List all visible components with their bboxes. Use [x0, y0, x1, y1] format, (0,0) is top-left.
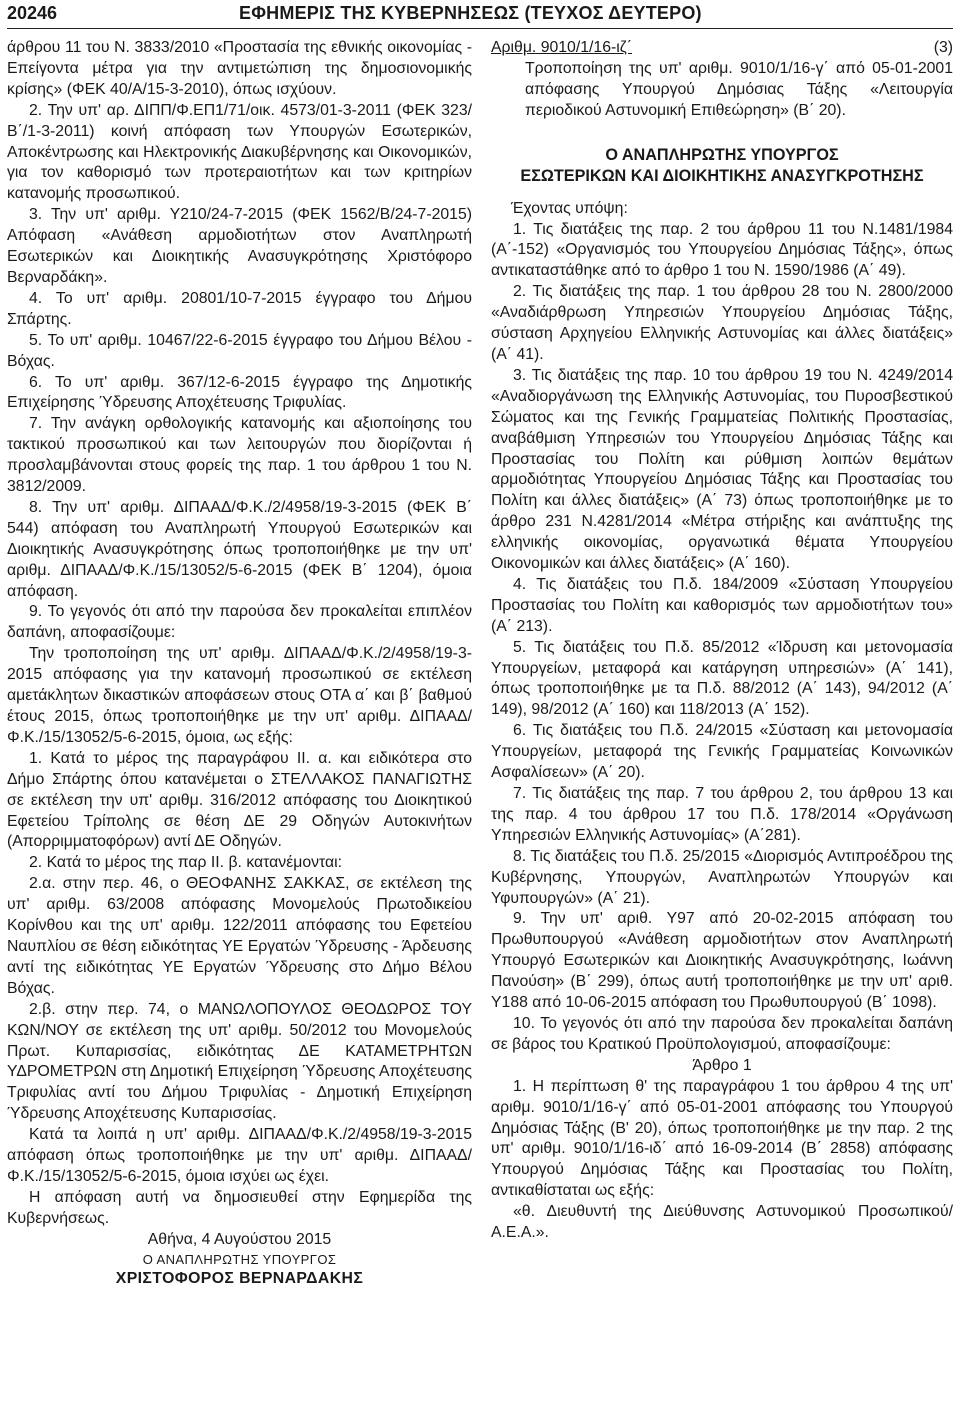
issuer-heading — [491, 145, 953, 187]
paragraph: 1. Η περίπτωση θ' της παραγράφου 1 του άρθρου 4 της υπ' αριθμ. 9010/1/16-γ΄ από 05-01-2001 απόφασης του Υπουργού Δημόσιας Τάξης (Β' 20), όπως τροποποιήθηκε με την παρ. 2 της υπ' αριθμ. 9010/1/16-ιδ΄ από 16-09-2014 (Β΄ 2858) απόφασης Υπουργού Δημόσιας Τάξης και Προστασίας του Πολίτη, αντικαθίσταται ως εξής: — [491, 1077, 953, 1200]
page-header — [7, 0, 953, 29]
paragraph: 9. Την υπ' αριθ. Υ97 από 20-02-2015 απόφαση του Πρωθυπουργού «Ανάθεση αρμοδιοτήτων στον Αναπληρωτή Υπουργό Εσωτερικών και Διοικητικής Ανασυγκρότησης, Ιωάννη Πανούση» (Β΄ 299), όπως αυτή τροποποιήθηκε με την υπ' αριθ. Υ188 από 10-06-2015 απόφαση του Πρωθυπουργού (Β΄ 1098). — [491, 910, 953, 1012]
paragraph: 6. Το υπ' αριθμ. 367/12-6-2015 έγγραφο της Δημοτικής Επιχείρησης Ύδρευσης Αποχέτευσης Τριφυλίας. — [7, 373, 472, 412]
paragraph: 4. Το υπ' αριθμ. 20801/10-7-2015 έγγραφο του Δήμου Σπάρτης. — [7, 289, 472, 328]
paragraph: 2.β. στην περ. 74, ο ΜΑΝΩΛΟΠΟΥΛΟΣ ΘΕΟΔΩΡΟΣ ΤΟΥ ΚΩΝ/ΝΟΥ σε εκτέλεση της υπ' αριθμ. 50/2012 του Μονομελούς Πρωτ. Κυπαρισσίας, ειδικότητας ΔΕ ΚΑΤΑΜΕΤΡΗΤΩΝ ΥΔΡΟΜΕΤΡΩΝ στη Δημοτική Επιχείρηση Ύδρευσης Αποχέτευσης Τριφυλίας αντί του Δήμου Τριφυλίας - Δημοτική Επιχείρηση Ύδρευσης Αποχέτευσης Κυπαρισσίας. — [7, 1000, 472, 1123]
paragraph: 4. Τις διατάξεις του Π.δ. 184/2009 «Σύσταση Υπουργείου Προστασίας του Πολίτη και καθορισμός των αρμοδιοτήτων του» (Α΄ 213). — [491, 575, 953, 635]
paragraph: Κατά τα λοιπά η υπ' αριθμ. ΔΙΠΑΑΔ/Φ.Κ./2/4958/19-3-2015 απόφαση όπως τροποποιήθηκε με την υπ' αριθμ. ΔΙΠΑΑΔ/Φ.Κ./15/13052/5-6-2015, όμοια ισχύει ως έχει. — [7, 1126, 472, 1185]
article-title: Άρθρο 1 — [692, 1056, 752, 1074]
paragraph: 1. Τις διατάξεις της παρ. 2 του άρθρου 11 του Ν.1481/1984 (Α΄-152) «Οργανισμός του Υπουργείου Δημόσιας Τάξης», όπως αντικαταστάθηκε από το άρθρο 1 του Ν. 1590/1986 (Α΄ 49). — [491, 220, 953, 280]
paragraph: 9. Το γεγονός ότι από την παρούσα δεν προκαλείται επιπλέον δαπάνη, αποφασίζουμε: — [7, 603, 472, 642]
paragraph: 2. Την υπ' αρ. ΔΙΠΠ/Φ.ΕΠ1/71/οικ. 4573/01-3-2011 (ΦΕΚ 323/Β΄/1-3-2011) κοινή απόφαση των Υπουργών Εσωτερικών, Αποκέντρωσης και Ηλεκτρονικής Διακυβέρνησης και Οικονομικών, για τον καθορισμό των προτεραιοτήτων και των κριτηρίων κατανομής προσωπικού. — [7, 101, 472, 203]
considering-label: Έχοντας υπόψη: — [511, 199, 628, 217]
paragraph: 2. Τις διατάξεις της παρ. 1 του άρθρου 28 του Ν. 2800/2000 «Αναδιάρθρωση Υπηρεσιών Υπουργείου Δημόσιας Τάξης, σύσταση Αρχηγείου Ελληνικής Αστυνομίας και άλλες διατάξεις» (Α΄ 41). — [491, 283, 953, 363]
left-column — [7, 38, 472, 1289]
reference-number: Αριθμ. 9010/1/16-ιζ΄ — [491, 39, 632, 56]
paragraph: 10. Το γεγονός ότι από την παρούσα δεν προκαλείται δαπάνη σε βάρος του Κρατικού Προϋπολογισμού, αποφασίζουμε: — [491, 1014, 953, 1053]
place-date: Αθήνα, 4 Αυγούστου 2015 — [147, 1230, 332, 1248]
paragraph: 8. Την υπ' αριθμ. ΔΙΠΑΑΔ/Φ.Κ./2/4958/19-3-2015 (ΦΕΚ Β΄ 544) απόφαση του Αναπληρωτή Υπουργού Εσωτερικών και Διοικητικής Ανασυγκρότησης όπως τροποποιήθηκε με την υπ' αριθμ. ΔΙΠΑΑΔ/Φ.Κ./15/13052/5-6-2015 (ΦΕΚ Β΄ 1204), όμοια απόφαση. — [7, 498, 472, 600]
paragraph: Την τροποποίηση της υπ' αριθμ. ΔΙΠΑΑΔ/Φ.Κ./2/4958/19-3-2015 απόφασης για την κατανομή προσωπικού σε εκτέλεση αμετάκλητων δικαστικών αποφάσεων στους ΟΤΑ α΄ και β΄ βαθμού έτους 2015, όπως τροποποιήθηκε με την υπ' αριθμ. ΔΙΠΑΑΔ/Φ.Κ./15/13052/5-6-2015, όμοια, ως εξής: — [7, 645, 472, 746]
decision-title: Τροποποίηση της υπ' αριθμ. 9010/1/16-γ΄ από 05-01-2001 απόφασης Υπουργού Δημόσιας Τάξης «Λειτουργία περιοδικού Αστυνομική Επιθεώρηση» (Β΄ 20). — [525, 59, 953, 119]
paragraph: 3. Τις διατάξεις της παρ. 10 του άρθρου 19 του Ν. 4249/2014 «Αναδιοργάνωση της Ελληνικής Αστυνομίας, του Πυροσβεστικού Σώματος και της Γενικής Γραμματείας Πολιτικής Προστασίας, αναβάθμιση Υπηρεσιών του Υπουργείου Δημόσιας Τάξης και Προστασίας του Πολίτη και ρύθμιση λοιπών θεμάτων αρμοδιότητας Υπουργείου Δημόσιας Τάξης και Προστασίας του Πολίτη και άλλες διατάξεις» (Α΄ 73) όπως τροποποιήθηκε με το άρθρο 231 Ν.4281/2014 «Μέτρα στήριξης και ανάπτυξης της ελληνικής οικονομίας, οργανωτικά θέματα Υπουργείου Οικονομικών και άλλες διατάξεις» (Α΄ 160). — [491, 366, 953, 573]
paragraph: άρθρου 11 του Ν. 3833/2010 «Προστασία της εθνικής οικονομίας - Επείγοντα μέτρα για την αντιμετώπιση της δημοσιονομικής κρίσης» (ΦΕΚ 40/Α/15-3-2010), όπως ισχύουν. — [7, 39, 472, 98]
heading-line: Ο ΑΝΑΠΛΗΡΩΤΗΣ ΥΠΟΥΡΓΟΣ — [605, 145, 839, 164]
right-column — [491, 38, 953, 1244]
paragraph: 7. Τις διατάξεις της παρ. 7 του άρθρου 2, του άρθρου 13 και της παρ. 4 του άρθρου 17 του Π.δ. 178/2014 «Οργάνωση Υπηρεσιών Ελληνικής Αστυνομίας» (Α΄281). — [491, 785, 953, 844]
paragraph: 5. Τις διατάξεις του Π.δ. 85/2012 «Ίδρυση και μετονομασία Υπουργείων, μεταφορά και κατάργηση υπηρεσιών» (Α΄ 141), όπως τροποποιήθηκε με τα Π.δ. 88/2012 (Α΄ 143), 94/2012 (Α΄ 149), 98/2012 (Α΄ 160) και 118/2013 (Α΄ 152). — [491, 638, 953, 719]
paragraph: 2.α. στην περ. 46, ο ΘΕΟΦΑΝΗΣ ΣΑΚΚΑΣ, σε εκτέλεση της υπ' αριθμ. 63/2008 απόφασης Μονομελούς Πρωτοδικείου Κορίνθου και της υπ' αριθμ. 122/2011 απόφασης του Εφετείου Ναυπλίου σε θέση ειδικότητας ΥΕ Εργατών Ύδρευσης - Άρδευσης αντί της ειδικότητας ΥΕ Εργατών Ύδρευσης στο Δήμο Βέλου Βόχας. — [7, 875, 472, 997]
signature-role: Ο ΑΝΑΠΛΗΡΩΤΗΣ ΥΠΟΥΡΓΟΣ — [142, 1251, 337, 1267]
paragraph: 5. Το υπ' αριθμ. 10467/22-6-2015 έγγραφο του Δήμου Βέλου - Βόχας. — [7, 331, 472, 370]
paragraph: 3. Την υπ' αριθμ. Υ210/24-7-2015 (ΦΕΚ 1562/Β/24-7-2015) Απόφαση «Ανάθεση αρμοδιοτήτων στον Αναπληρωτή Εσωτερικών και Διοικητικής Ανασυγκρότησης Χριστόφορο Βερναρδάκη». — [7, 206, 472, 286]
gazette-title: ΕΦΗΜΕΡΙΣ ΤΗΣ ΚΥΒΕΡΝΗΣΕΩΣ (ΤΕΥΧΟΣ ΔΕΥΤΕΡΟ) — [239, 3, 702, 23]
paragraph: 2. Κατά το μέρος της παρ ΙΙ. β. κατανέμονται: — [29, 854, 343, 872]
heading-line: ΕΣΩΤΕΡΙΚΩΝ ΚΑΙ ΔΙΟΙΚΗΤΙΚΗΣ ΑΝΑΣΥΓΚΡΟΤΗΣΗΣ — [520, 166, 924, 185]
paragraph: 6. Τις διατάξεις του Π.δ. 24/2015 «Σύσταση και μετονομασία Υπουργείων, μεταφορά της Γενικής Γραμματείας Κοινωνικών Ασφαλίσεων» (Α΄ 20). — [491, 722, 953, 782]
paragraph: Η απόφαση αυτή να δημοσιευθεί στην Εφημερίδα της Κυβερνήσεως. — [7, 1188, 472, 1227]
paragraph: 8. Τις διατάξεις του Π.δ. 25/2015 «Διορισμός Αντιπροέδρου της Κυβέρνησης, Υπουργών, Αναπληρωτών Υπουργών και Υφυπουργών» (Α΄ 21). — [491, 847, 953, 907]
paragraph: 7. Την ανάγκη ορθολογικής κατανομής και αξιοποίησης του τακτικού προσωπικού και των λειτουργών που διορίζονται ή προσλαμβάνονται στους φορείς της παρ. 1 του άρθρου 1 του Ν. 3812/2009. — [7, 415, 472, 496]
paragraph: 1. Κατά το μέρος της παραγράφου ΙΙ. α. και ειδικότερα στο Δήμο Σπάρτης όπου κατανέμεται ο ΣΤΕΛΛΑΚΟΣ ΠΑΝΑΓΙΩΤΗΣ σε εκτέλεση την υπ' αριθμ. 316/2012 απόφασης του Διοικητικού Εφετείου Τρίπολης σε θέση ΔΕ 29 Οδηγών Αυτοκινήτων (Απορριμματοφόρων) αντί ΔΕ Οδηγών. — [7, 749, 472, 851]
page-number: 20246 — [7, 3, 58, 23]
signature-name: ΧΡΙΣΤΟΦΟΡΟΣ ΒΕΡΝΑΡΔΑΚΗΣ — [115, 1269, 364, 1287]
reference-sequence: (3) — [933, 39, 953, 56]
paragraph: «θ. Διευθυντή της Διεύθυνσης Αστυνομικού Προσωπικού/ Α.Ε.Α.». — [491, 1203, 953, 1242]
decision-reference — [491, 38, 953, 59]
